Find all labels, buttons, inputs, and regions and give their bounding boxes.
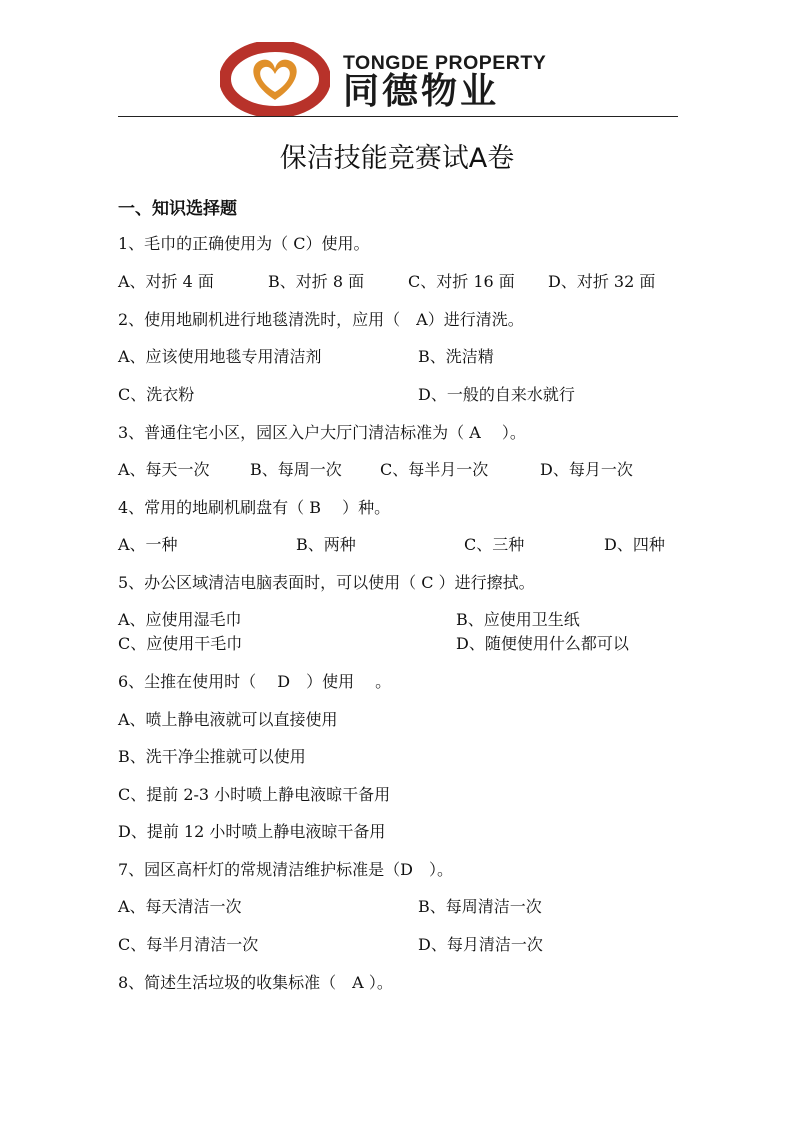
question-option: D、四种: [604, 535, 665, 554]
question-option: C、每半月一次: [380, 460, 489, 479]
question-text: 6、尘推在使用时（ D ）使用 。: [118, 672, 392, 691]
question-option: C、洗衣粉: [118, 385, 195, 404]
question-option: D、每月清洁一次: [418, 935, 543, 954]
question-option: A、应使用湿毛巾: [118, 610, 242, 629]
question-option: A、对折 4 面: [118, 272, 214, 291]
question-option: B、每周清洁一次: [418, 897, 542, 916]
question-option: B、洗干净尘推就可以使用: [118, 747, 306, 766]
question-option: A、每天一次: [118, 460, 210, 479]
question-option: B、对折 8 面: [268, 272, 365, 291]
question-option: C、对折 16 面: [408, 272, 515, 291]
page-title: 保洁技能竞赛试A卷: [279, 143, 515, 174]
question-text: 2、使用地刷机进行地毯清洗时，应用（ A）进行清洗。: [118, 310, 524, 329]
question-option: A、一种: [118, 535, 178, 554]
question-text: 4、常用的地刷机刷盘有（ B ）种。: [118, 498, 391, 517]
question-text: 3、普通住宅小区，园区入户大厅门清洁标准为（ A ）。: [118, 423, 526, 442]
question-text: 1、毛巾的正确使用为（ C）使用。: [118, 234, 370, 253]
question-option: C、提前 2-3 小时喷上静电液晾干备用: [118, 785, 391, 804]
question-option: D、每月一次: [540, 460, 633, 479]
section-heading: 一、知识选择题: [118, 199, 237, 219]
question-option: B、洗洁精: [418, 347, 494, 366]
question-option: C、应使用干毛巾: [118, 634, 243, 653]
question-option: D、一般的自来水就行: [418, 385, 575, 404]
question-option: A、每天清洁一次: [118, 897, 242, 916]
question-text: 7、园区高杆灯的常规清洁维护标准是（D ）。: [118, 860, 454, 879]
question-option: C、每半月清洁一次: [118, 935, 259, 954]
question-text: 8、简述生活垃圾的收集标准（ A ）。: [118, 973, 393, 992]
brand-english: TONGDE PROPERTY: [343, 52, 547, 74]
question-option: B、两种: [296, 535, 356, 554]
tongde-logo-icon: [220, 42, 330, 116]
question-option: C、三种: [464, 535, 525, 554]
question-option: D、提前 12 小时喷上静电液晾干备用: [118, 822, 386, 841]
question-option: B、每周一次: [250, 460, 342, 479]
question-option: A、喷上静电液就可以直接使用: [118, 710, 338, 729]
brand-chinese: 同德物业: [343, 71, 500, 112]
question-option: B、应使用卫生纸: [456, 610, 580, 629]
question-text: 5、办公区域清洁电脑表面时，可以使用（ C ）进行擦拭。: [118, 573, 535, 592]
question-option: D、对折 32 面: [548, 272, 656, 291]
question-option: D、随便使用什么都可以: [456, 634, 629, 653]
question-option: A、应该使用地毯专用清洁剂: [118, 347, 322, 366]
header-divider: [118, 116, 678, 117]
